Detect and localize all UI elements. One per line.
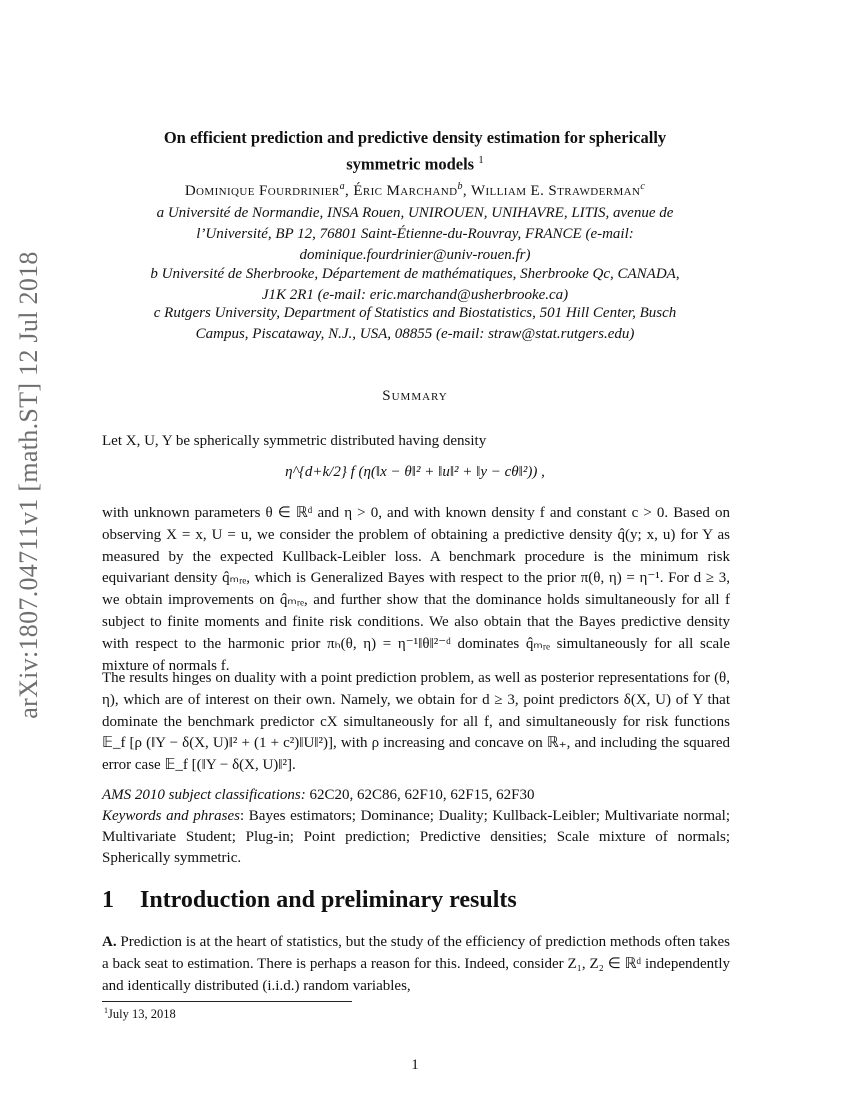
- affiliation-c-line-2: Campus, Piscataway, N.J., USA, 08855 (e-mail: straw@stat.rutgers.edu): [195, 326, 635, 342]
- affiliation-a: [100, 203, 730, 266]
- keywords-label: Keywords and phrases: [102, 808, 240, 824]
- section-heading: [102, 887, 517, 914]
- keywords-text: : Bayes estimators; Dominance; Duality; Kullback-Leibler; Multivariate normal; Multivariate Student; Plug-in; Point prediction; Predictive densities; Scale mixture of normals; Spherically symmetric.: [102, 808, 730, 866]
- footnote-rule: [102, 1001, 352, 1002]
- classification-block: [102, 785, 730, 869]
- summary-paragraph-2: The results hinges on duality with a point prediction problem, as well as posterior representations for (θ, η), which are of interest on their own. Namely, we obtain for d ≥ 3, point predictors δ(X, U) of Y that dominate the benchmark predictor cX simultaneously for all f, and simultaneously for risk functions 𝔼_f [ρ (‖Y − δ(X, U)‖² + (1 + c²)‖U‖²)], with ρ increasing and concave on ℝ₊, and including the squared error case 𝔼_f [(‖Y − δ(X, U)‖²].: [102, 670, 730, 774]
- ams-label: AMS 2010 subject classifications:: [102, 787, 306, 803]
- author-3-mark: c: [640, 181, 646, 192]
- author-list: Dominique Fourdrinier$^a$, Éric Marchand$^b$, William E. Strawderman$^c$: [184, 181, 646, 199]
- section-1-paragraph: [102, 932, 730, 997]
- author-1: Dominique Fourdrinier: [184, 183, 340, 199]
- affiliation-b: [100, 264, 730, 306]
- arxiv-identifier: arXiv:1807.04711v1 [math.ST] 12 Jul 2018: [14, 251, 43, 719]
- footnote-mark: 1: [104, 1006, 108, 1015]
- paragraph-text: Prediction is at the heart of statistics, but the study of the efficiency of prediction methods often takes a back seat to estimation. There is perhaps a reason for this. Indeed, consider Z₁, Z₂ ∈ ℝᵈ independently and identically distributed (i.i.d.) random variables,: [102, 934, 731, 994]
- summary-paragraph-1: with unknown parameters θ ∈ ℝᵈ and η > 0, and with known density f and constant c > 0. Based on observing X = x, U = u, we consider the problem of obtaining a predictive density q̂(y; x, u) for Y as measured by the expected Kullback-Leibler loss. A benchmark procedure is the minimum risk equivariant density q̂ₘᵣₑ, which is Generalized Bayes with respect to the prior π(θ, η) = η⁻¹. For d ≥ 3, we obtain improvements on q̂ₘᵣₑ, and further show that the dominance holds simultaneously for all f subject to finite moments and finite risk conditions. We also obtain that the Bayes predictive density with respect to the harmonic prior πₕ(θ, η) = η⁻¹‖θ‖²⁻ᵈ dominates q̂ₘᵣₑ simultaneously for all scale mixture of normals f.: [102, 505, 730, 674]
- author-1-mark: a: [339, 181, 345, 192]
- ams-codes: 62C20, 62C86, 62F10, 62F15, 62F30: [309, 787, 535, 803]
- title-line-2: symmetric models: [346, 154, 475, 174]
- paragraph-lead: A.: [102, 934, 117, 950]
- summary-heading: Summary: [382, 388, 448, 404]
- affiliation-b-line-2: J1K 2R1 (e-mail: eric.marchand@usherbrooke.ca): [261, 287, 569, 303]
- page-number: 1: [411, 1057, 419, 1073]
- affiliation-b-line-1: b Université de Sherbrooke, Département de mathématiques, Sherbrooke Qc, CANADA,: [150, 266, 680, 282]
- title-footnote-mark: 1: [478, 154, 484, 166]
- author-3: William E. Strawderman: [470, 183, 641, 199]
- section-title: Introduction and preliminary results: [140, 887, 517, 913]
- author-2: Éric Marchand: [353, 183, 458, 199]
- affiliation-c-line-1: c Rutgers University, Department of Statistics and Biostatistics, 501 Hill Center, Busch: [153, 305, 677, 321]
- affiliation-a-line-2: l’Université, BP 12, 76801 Saint-Étienne-du-Rouvray, FRANCE (e-mail:: [196, 226, 634, 242]
- title-line-1: On efficient prediction and predictive density estimation for spherically: [163, 128, 667, 147]
- section-number: 1: [102, 887, 114, 913]
- density-equation: η^{d+k/2} f (η(‖x − θ‖² + ‖u‖² + ‖y − cθ‖²)) ,: [285, 464, 545, 480]
- footnote: [104, 1006, 176, 1022]
- affiliation-a-line-3: dominique.fourdrinier@univ-rouen.fr): [299, 247, 531, 263]
- paper-title: [100, 126, 730, 176]
- affiliation-a-line-1: a Université de Normandie, INSA Rouen, UNIROUEN, UNIHAVRE, LITIS, avenue de: [156, 205, 674, 221]
- summary-intro: Let X, U, Y be spherically symmetric distributed having density: [102, 433, 487, 449]
- footnote-text: July 13, 2018: [108, 1007, 176, 1022]
- affiliation-c: [100, 303, 730, 345]
- author-2-mark: b: [457, 181, 463, 192]
- arxiv-sidebar: [6, 251, 52, 719]
